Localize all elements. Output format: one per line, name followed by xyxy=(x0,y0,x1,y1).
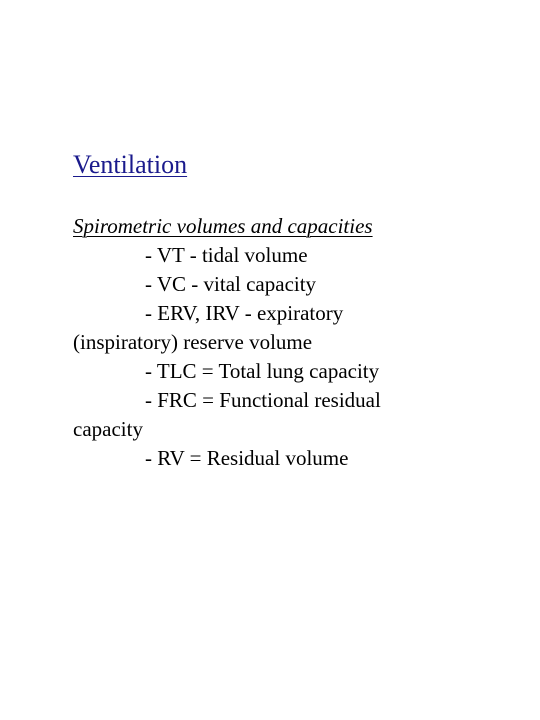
section-heading: Spirometric volumes and capacities xyxy=(73,214,373,238)
slide-body xyxy=(73,212,513,473)
list-item-frc: - FRC = Functional residual xyxy=(145,388,381,412)
list-item-frc-continued: capacity xyxy=(73,417,143,441)
list-item-erv-irv-continued: (inspiratory) reserve volume xyxy=(73,330,313,354)
list-item-vc: - VC - vital capacity xyxy=(145,272,317,296)
list-item-rv: - RV = Residual volume xyxy=(145,446,349,470)
list-item-tlc: - TLC = Total lung capacity xyxy=(145,359,380,383)
list-item-erv-irv: - ERV, IRV - expiratory xyxy=(145,301,344,325)
slide-title: Ventilation xyxy=(73,150,188,179)
list-item-vt: - VT - tidal volume xyxy=(145,243,308,267)
